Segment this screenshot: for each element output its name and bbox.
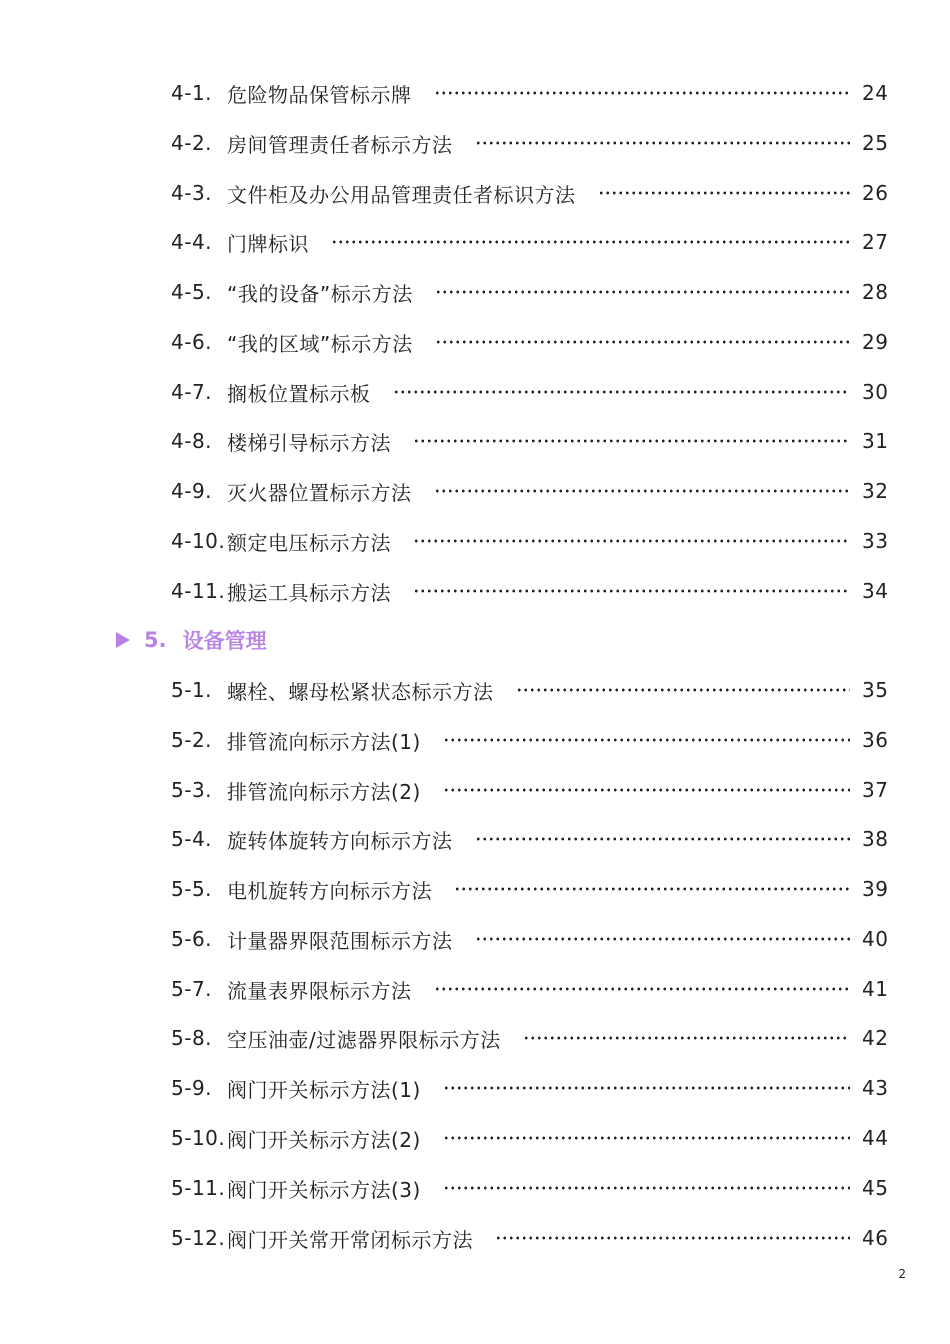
dot-leader (434, 91, 851, 95)
entry-page: 27 (862, 230, 889, 254)
triangle-right-icon (116, 632, 130, 648)
entry-title: 房间管理责任者标示方法 (227, 132, 453, 157)
entry-page: 44 (862, 1126, 889, 1150)
entry-title: 阀门开关标示方法(1) (227, 1077, 421, 1102)
dot-leader (435, 290, 850, 294)
dot-leader (475, 141, 851, 145)
entry-number: 4-11. (171, 579, 226, 603)
toc-entry[interactable] (171, 725, 889, 755)
toc-entry[interactable] (171, 426, 889, 456)
dot-leader (516, 688, 851, 692)
entry-number: 4-9. (171, 479, 213, 503)
section-number: 5. (144, 628, 167, 652)
toc-entry[interactable] (171, 924, 889, 954)
entry-number: 5-4. (171, 827, 213, 851)
entry-title: 螺栓、螺母松紧状态标示方法 (227, 679, 494, 704)
entry-page: 43 (862, 1076, 889, 1100)
dot-leader (443, 1186, 850, 1190)
entry-title: “我的设备”标示方法 (227, 281, 413, 306)
dot-leader (443, 788, 850, 792)
entry-page: 29 (862, 330, 889, 354)
page-number: 2 (898, 1267, 906, 1281)
entry-title: 搁板位置标示板 (227, 381, 371, 406)
entry-page: 32 (862, 479, 889, 503)
entry-page: 46 (862, 1226, 889, 1250)
entry-number: 4-10. (171, 529, 226, 553)
section-title: 设备管理 (182, 629, 267, 653)
entry-page: 37 (862, 778, 889, 802)
dot-leader (495, 1236, 850, 1240)
toc-entry[interactable] (171, 377, 889, 407)
entry-number: 4-2. (171, 131, 213, 155)
dot-leader (434, 987, 851, 991)
entry-number: 4-1. (171, 81, 213, 105)
toc-entry[interactable] (171, 277, 889, 307)
entry-page: 45 (862, 1176, 889, 1200)
dot-leader (413, 539, 850, 543)
section-heading[interactable] (116, 625, 267, 655)
entry-title: 阀门开关常开常闭标示方法 (227, 1227, 473, 1252)
dot-leader (393, 390, 851, 394)
toc-entry[interactable] (171, 1073, 889, 1103)
entry-title: 额定电压标示方法 (227, 530, 391, 555)
entry-title: 计量器界限范围标示方法 (227, 928, 453, 953)
entry-page: 36 (862, 728, 889, 752)
entry-number: 5-12. (171, 1226, 226, 1250)
entry-number: 5-9. (171, 1076, 213, 1100)
entry-page: 31 (862, 429, 889, 453)
dot-leader (598, 191, 851, 195)
dot-leader (413, 589, 850, 593)
entry-page: 24 (862, 81, 889, 105)
entry-title: 排管流向标示方法(2) (227, 779, 421, 804)
toc-entry[interactable] (171, 476, 889, 506)
toc-entry[interactable] (171, 526, 889, 556)
dot-leader (443, 738, 850, 742)
toc-entry[interactable] (171, 128, 889, 158)
dot-leader (331, 240, 850, 244)
entry-number: 4-4. (171, 230, 213, 254)
toc-entry[interactable] (171, 78, 889, 108)
toc-entry[interactable] (171, 1023, 889, 1053)
entry-number: 4-3. (171, 181, 213, 205)
entry-title: 排管流向标示方法(1) (227, 729, 421, 754)
entry-number: 4-7. (171, 380, 213, 404)
entry-number: 5-3. (171, 778, 213, 802)
toc-entry[interactable] (171, 874, 889, 904)
entry-page: 42 (862, 1026, 889, 1050)
entry-page: 39 (862, 877, 889, 901)
entry-title: 搬运工具标示方法 (227, 580, 391, 605)
entry-number: 4-6. (171, 330, 213, 354)
entry-page: 25 (862, 131, 889, 155)
toc-entry[interactable] (171, 675, 889, 705)
dot-leader (443, 1136, 850, 1140)
entry-page: 30 (862, 380, 889, 404)
entry-page: 34 (862, 579, 889, 603)
entry-number: 5-1. (171, 678, 213, 702)
entry-title: 阀门开关标示方法(3) (227, 1177, 421, 1202)
entry-title: 危险物品保管标示牌 (227, 82, 412, 107)
toc-entry[interactable] (171, 1123, 889, 1153)
toc-entry[interactable] (171, 327, 889, 357)
entry-title: “我的区域”标示方法 (227, 331, 413, 356)
entry-number: 5-10. (171, 1126, 226, 1150)
toc-entry[interactable] (171, 576, 889, 606)
entry-title: 门牌标识 (227, 231, 309, 256)
toc-entry[interactable] (171, 974, 889, 1004)
dot-leader (443, 1086, 850, 1090)
entry-title: 文件柜及办公用品管理责任者标识方法 (227, 182, 576, 207)
dot-leader (434, 489, 851, 493)
entry-page: 35 (862, 678, 889, 702)
entry-number: 5-6. (171, 927, 213, 951)
toc-entry[interactable] (171, 775, 889, 805)
entry-title: 阀门开关标示方法(2) (227, 1127, 421, 1152)
entry-page: 33 (862, 529, 889, 553)
entry-number: 5-11. (171, 1176, 226, 1200)
entry-number: 5-2. (171, 728, 213, 752)
toc-entry[interactable] (171, 1173, 889, 1203)
entry-title: 灭火器位置标示方法 (227, 480, 412, 505)
entry-title: 流量表界限标示方法 (227, 978, 412, 1003)
entry-number: 5-7. (171, 977, 213, 1001)
dot-leader (475, 937, 851, 941)
entry-page: 26 (862, 181, 889, 205)
entry-title: 旋转体旋转方向标示方法 (227, 828, 453, 853)
dot-leader (454, 887, 850, 891)
toc-entry[interactable] (171, 1223, 889, 1253)
dot-leader (435, 340, 850, 344)
entry-page: 28 (862, 280, 889, 304)
entry-page: 38 (862, 827, 889, 851)
toc-entry[interactable] (171, 824, 889, 854)
entry-number: 5-8. (171, 1026, 213, 1050)
entry-title: 楼梯引导标示方法 (227, 430, 391, 455)
dot-leader (475, 837, 851, 841)
entry-number: 4-8. (171, 429, 213, 453)
toc-entry[interactable] (171, 227, 889, 257)
entry-page: 41 (862, 977, 889, 1001)
entry-title: 电机旋转方向标示方法 (227, 878, 432, 903)
dot-leader (413, 439, 850, 443)
dot-leader (523, 1036, 850, 1040)
toc-entry[interactable] (171, 178, 889, 208)
entry-number: 5-5. (171, 877, 213, 901)
entry-number: 4-5. (171, 280, 213, 304)
entry-page: 40 (862, 927, 889, 951)
entry-title: 空压油壶/过滤器界限标示方法 (227, 1027, 501, 1052)
